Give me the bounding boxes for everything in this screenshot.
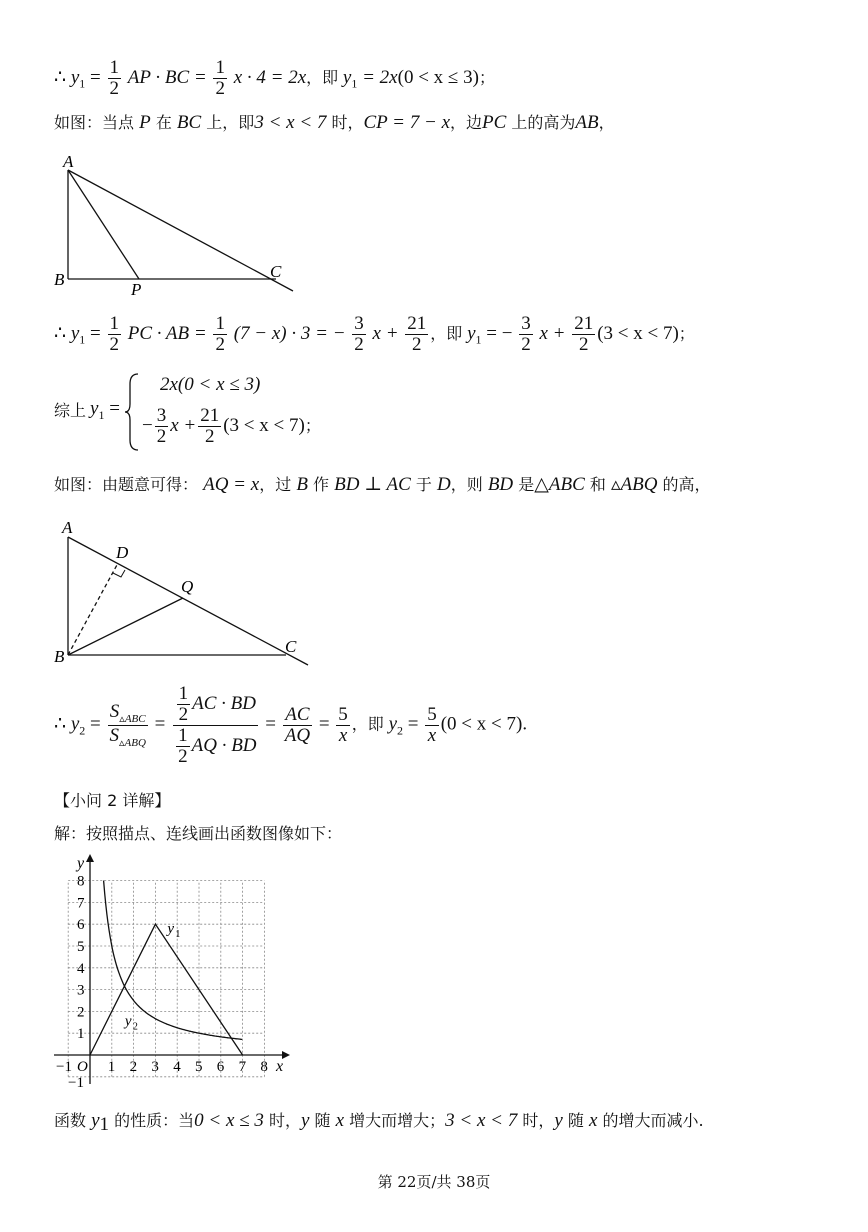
section-heading: 【小问 2 详解】 — [54, 791, 171, 810]
solution-intro: 解：按照描点、连线画出函数图像如下： — [54, 824, 343, 843]
series-label-y1-sub: 1 — [175, 928, 181, 940]
x-tick-label: 8 — [260, 1059, 268, 1075]
formula-y1-segment1: ∴ $y_1$ = $\frac{1}{2}$ AP · BC = $\frac{1}{2}$ x · 4 = 2x，即 $y_1 = 2x(0 < x \le 3)$； — [54, 57, 495, 99]
x-tick-label: 2 — [129, 1059, 138, 1075]
text-line-bd-height: 如图：由题意可得： AQ = x，过 B 作 BD ⊥ AC 于 D，则 BD 是△ABC 和 ▵ABQ 的高， — [54, 474, 711, 495]
y-tick-label: 2 — [77, 1004, 85, 1021]
x-tick-label: 6 — [216, 1059, 225, 1075]
fraction-half: $\frac{1}{2}$ — [109, 57, 119, 99]
x-tick-label: 1 — [107, 1059, 116, 1075]
text-line-y1-property: 函数 $y_1$ 的性质：当0 < x ≤ 3 时，y 随 x 增大而增大；3 < x < 7 时，y 随 x 的增大而减小. — [54, 1110, 704, 1136]
x-tick-label-neg: −1 — [56, 1059, 72, 1075]
graph-grid — [68, 881, 264, 1077]
label-b: B — [54, 647, 65, 666]
label-p: P — [131, 280, 142, 299]
fraction-half: $\frac{1}{2}$ — [215, 57, 225, 99]
label-d: D — [116, 543, 129, 562]
x-axis-arrow — [282, 1051, 290, 1059]
function-graph — [50, 850, 300, 1090]
label-q: Q — [181, 577, 194, 596]
document-page: ∴ $y_1$ = $\frac{1}{2}$ AP · BC = $\frac{1}{2}$ x · 4 = 2x，即 $y_1 = 2x(0 < x \le 3)$； 如图：当点 P 在 BC 上，即3 < x < 7 时，CP = 7 − x，边PC 上的高为AB， A B P C ∴ $y_1$ = $\frac{1}{2}$ PC · AB = $\frac{1}{2}$ (7 − x) · 3 = − $\frac{3}{2}$ x + $\frac{21}{2}$ ，即 $y_1$ = − $\frac{3}{2}$ x + $\frac{21}{2}$ (3 < x < 7)； 综上 $y_1$ = 2x(0 < x ≤ 3) − $\frac{3}{2}$ x + $\frac{21}{2}$ (3 < x < 7)； 如图：由题意可得： AQ = x，过 B 作 BD ⊥ AC 于 D，则 BD 是△ABC 和 ▵ABQ 的高， A D Q B C ∴ $y_2$ = $\frac{S_{▵ABC}}{S_{▵ABQ}}$ = $\frac{1}{2}$ AC · BD $\frac{1}{2}$ AQ · BD = $\frac{AC}{AQ}$ = $\frac{5}{x}$ ，即 $y_2$ = $\frac{5}{x}$ (0 < x < 7). 【小问 2 详解】 解：按照描点、连线画出函数图像如下： 1 2 3 4 5 6 7 8 1 2 3 4 5 6 7 8 −1 O −1 x y y 1 y 2 函数 $y_1$ 的性质：当0 < x ≤ 3 时，y 随 x 增大而增大；3 < x < 7 时，y 随 x 的增大而减小. 第 22页/共 38页 — [0, 0, 868, 1232]
y-axis-label: y — [77, 855, 85, 872]
y-tick-label: 4 — [77, 960, 85, 977]
x-tick-label: 3 — [151, 1059, 159, 1075]
x-axis-label: x — [276, 1058, 284, 1075]
y-tick-label: 3 — [77, 982, 85, 999]
label-c: C — [270, 262, 282, 281]
label-a: A — [62, 518, 73, 537]
x-tick-label: 7 — [238, 1059, 247, 1075]
triangle-figure-abc-with-d-q — [50, 515, 320, 670]
triangle-figure-abc-with-p — [50, 150, 310, 300]
origin-label: O — [77, 1059, 88, 1075]
left-brace — [124, 372, 140, 452]
x-tick-label: 5 — [195, 1059, 203, 1075]
y-tick-label: 5 — [77, 939, 85, 955]
label-b: B — [54, 270, 65, 289]
text-line-point-p-on-bc: 如图：当点 P 在 BC 上，即3 < x < 7 时，CP = 7 − x，边PC 上的高为AB， — [54, 112, 615, 133]
series-label-y2-sub: 2 — [132, 1021, 138, 1033]
y-tick-label: 7 — [77, 895, 85, 912]
label-c: C — [285, 637, 297, 656]
therefore-symbol: ∴ — [54, 66, 67, 88]
y-tick-label: 1 — [77, 1026, 85, 1043]
x-tick-label: 4 — [173, 1059, 181, 1075]
series-label-y1: y — [167, 920, 175, 937]
graph-axes — [54, 854, 290, 1084]
y-tick-label: 6 — [77, 917, 85, 934]
y-tick-label-neg: −1 — [68, 1075, 84, 1090]
y-tick-label: 8 — [77, 873, 85, 890]
label-a: A — [63, 152, 74, 171]
series-label-y2: y — [124, 1013, 132, 1030]
formula-y2: ∴ $y_2$ = $\frac{S_{▵ABC}}{S_{▵ABQ}}$ = $\frac{1}{2}$ AC · BD $\frac{1}{2}$ AQ · BD = $\frac{AC}{AQ}$ = $\frac{5}{x}$ ，即 $y_2$ = $\frac{5}{x}$ (0 < x < 7). — [54, 683, 528, 767]
formula-y1-segment2: ∴ $y_1$ = $\frac{1}{2}$ PC · AB = $\frac{1}{2}$ (7 − x) · 3 = − $\frac{3}{2}$ x + $\frac{21}{2}$ ，即 $y_1$ = − $\frac{3}{2}$ x + $\frac{21}{2}$ (3 < x < 7)； — [54, 313, 695, 355]
page-footer: 第 22页/共 38页 — [377, 1173, 491, 1191]
y-axis-arrow — [86, 854, 94, 862]
